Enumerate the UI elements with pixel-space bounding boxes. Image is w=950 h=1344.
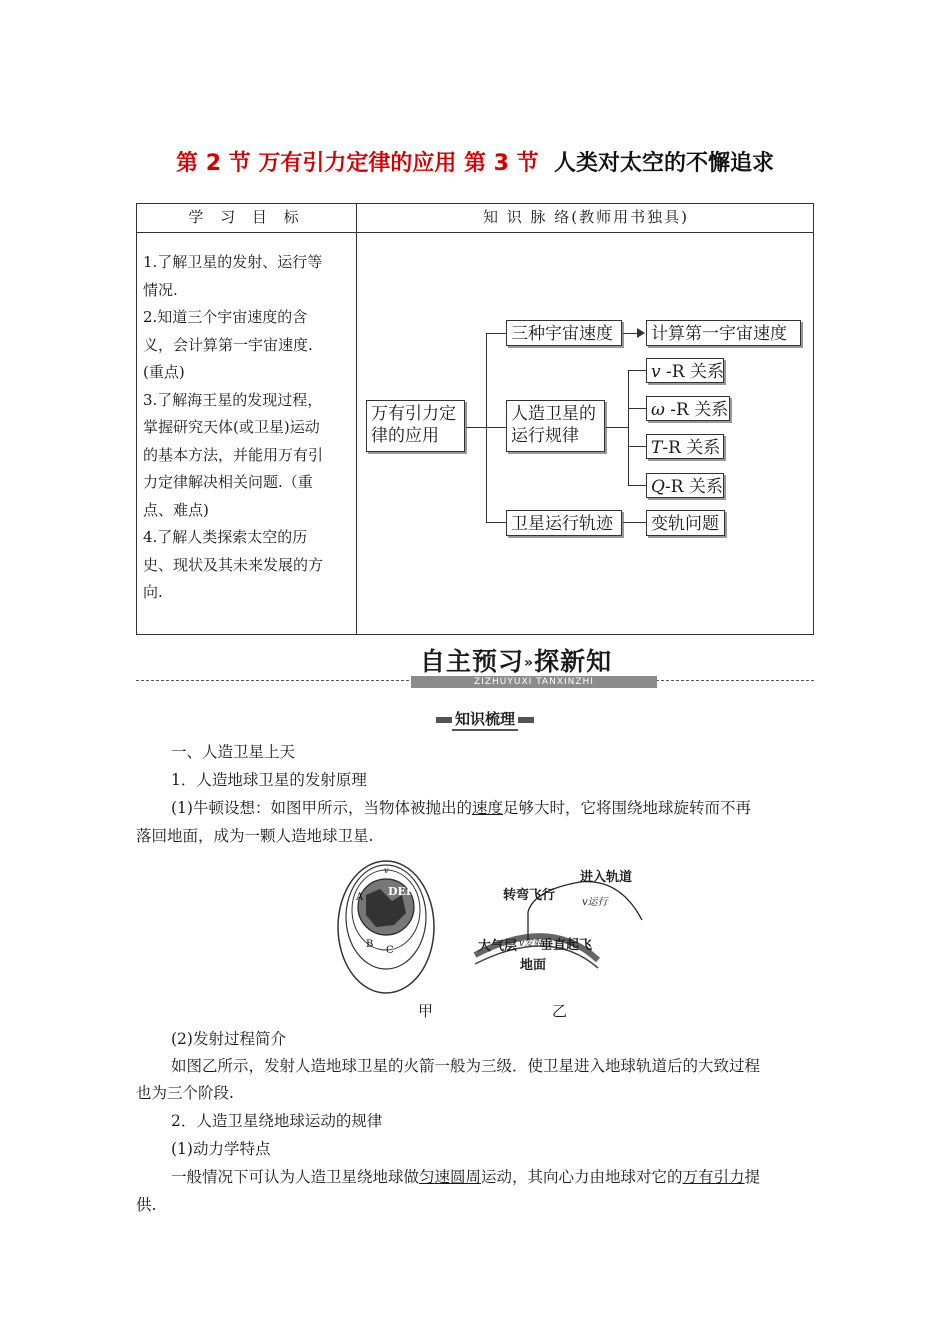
double-chevron-icon: » [524, 655, 535, 671]
svg-text:DEF: DEF [388, 885, 414, 898]
mindmap-node-omega-r: ω -R 关系 [646, 396, 730, 421]
paragraph-2-cont: 也为三个阶段. [136, 1084, 234, 1102]
arrow-right-icon [637, 328, 645, 338]
label-v-launch: v发射 [519, 939, 543, 949]
objective-line: 情况. [143, 280, 178, 299]
objective-line: 力定律解决相关问题.（重 [143, 473, 313, 491]
objective-line: 2.知道三个宇宙速度的含 [143, 308, 308, 326]
figure-jia [336, 855, 436, 995]
mindmap-node-v-r: v -R 关系 [646, 358, 724, 383]
paragraph-2: 如图乙所示，发射人造地球卫星的火箭一般为三级．使卫星进入地球轨道后的大致过程 [171, 1057, 761, 1075]
paragraph-2-heading: (2)发射过程简介 [171, 1030, 286, 1048]
mindmap-node-orbit-change: 变轨问题 [646, 510, 725, 536]
label-enter-orbit: 进入轨道 [580, 870, 633, 885]
objective-line: 3.了解海王星的发现过程， [143, 390, 323, 409]
label-ground: 地面 [520, 958, 547, 973]
objective-line: 1.了解卫星的发射、运行等 [143, 253, 323, 271]
heading-1-1: 1．人造地球卫星的发射原理 [171, 771, 367, 789]
objectives-list [143, 249, 353, 607]
objective-line: 的基本方法，并能用万有引 [143, 445, 324, 464]
svg-text:v: v [384, 866, 389, 875]
paragraph-3-cont: 供. [136, 1196, 157, 1214]
mindmap-node-t-r: T-R 关系 [646, 434, 724, 459]
svg-text:B: B [366, 939, 374, 950]
header-objectives: 学 习 目 标 [188, 208, 305, 226]
objective-line: 4.了解人类探索太空的历 [143, 528, 308, 546]
mindmap-root: 万有引力定 律的应用 [366, 400, 465, 452]
subsection-banner: 知识梳理 [436, 708, 534, 731]
figure-jia-caption: 甲 [418, 1002, 434, 1020]
mindmap-branch-satellite-laws: 人造卫星的 运行规律 [506, 400, 605, 452]
paragraph-1-cont: 落回地面，成为一颗人造地球卫星. [136, 827, 374, 845]
objective-line: 义，会计算第一宇宙速度. [143, 335, 313, 354]
section-banner-subtitle: ZIZHUYUXI TANXINZHI [411, 676, 657, 688]
objective-line: 掌握研究天体(或卫星)运动 [143, 418, 320, 436]
objective-line: 点、难点) [143, 500, 209, 519]
page-title [0, 146, 950, 177]
mindmap-branch-orbit: 卫星运行轨迹 [506, 510, 622, 536]
objective-line: 向. [143, 583, 163, 601]
label-turn-flight: 转弯飞行 [503, 888, 556, 903]
paragraph-1: (1)牛顿设想：如图甲所示，当物体被抛出的速度足够大时，它将围绕地球旋转而不再 [171, 799, 751, 817]
header-knowledge-map: 知 识 脉 络(教师用书独具) [482, 208, 689, 226]
mindmap-node-q-r: Q-R 关系 [646, 473, 724, 498]
heading-1-2: 2．人造卫星绕地球运动的规律 [171, 1112, 383, 1130]
label-atmosphere: 大气层 [478, 939, 518, 954]
label-v-run: v运行 [582, 897, 608, 908]
mindmap-branch-cosmic-velocity: 三种宇宙速度 [506, 320, 622, 346]
section-banner-title: 自主预习»探新知 [420, 647, 613, 676]
paragraph-3-heading: (1)动力学特点 [171, 1140, 271, 1158]
objective-line: 史、现状及其未来发展的方 [143, 555, 324, 574]
mindmap-node-first-cosmic-velocity: 计算第一宇宙速度 [646, 320, 801, 346]
svg-text:C: C [386, 945, 394, 956]
title-main: 人类对太空的不懈追求 [553, 151, 774, 176]
svg-text:A: A [356, 892, 364, 903]
heading-1: 一、人造卫星上天 [171, 743, 296, 761]
objective-line: (重点) [143, 363, 185, 381]
title-section: 第 2 节 万有引力定律的应用 第 3 节 [176, 151, 539, 176]
label-vertical-takeoff: 垂直起飞 [540, 938, 593, 953]
figure-yi-caption: 乙 [552, 1002, 568, 1020]
paragraph-3: 一般情况下可认为人造卫星绕地球做匀速圆周运动，其向心力由地球对它的万有引力提 [171, 1168, 761, 1186]
